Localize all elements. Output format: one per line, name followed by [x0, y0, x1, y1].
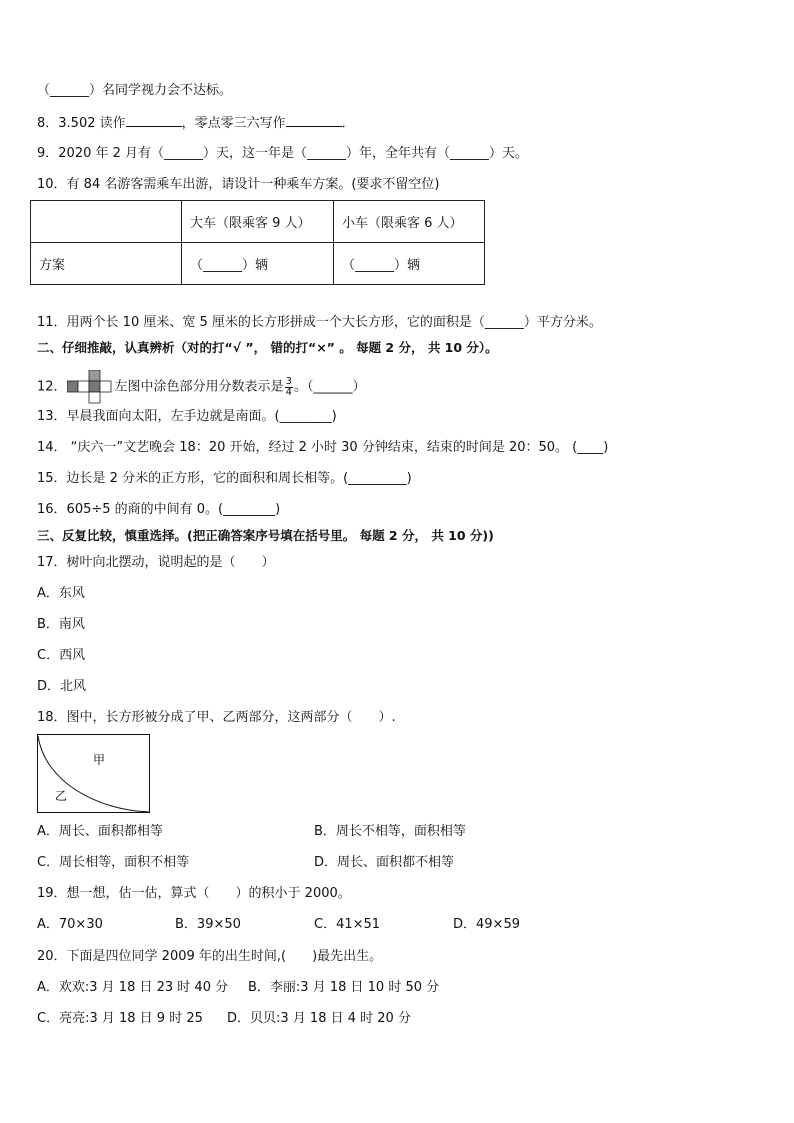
- q17-option-a[interactable]: A．东风: [37, 586, 85, 601]
- fraction-denominator: 4: [285, 386, 292, 398]
- fraction-grid-icon: [67, 370, 113, 404]
- q19-option-b[interactable]: B．39×50: [175, 917, 241, 932]
- label-yi: 乙: [55, 789, 68, 803]
- question-11: 11．用两个长 10 厘米、宽 5 厘米的长方形拼成一个大长方形，它的面积是（______）平方分米。: [37, 315, 602, 330]
- table-header-large-bus: 大车（限乘客 9 人）: [182, 201, 334, 243]
- q8-blank-2[interactable]: [286, 114, 342, 127]
- q12-answer: 。（______）: [293, 379, 366, 395]
- table-header-empty: [31, 201, 182, 243]
- q18-option-d[interactable]: D．周长、面积都不相等: [314, 855, 455, 870]
- fraction-numerator: 3: [285, 375, 292, 387]
- q17-option-c[interactable]: C．西风: [37, 648, 86, 663]
- fraction-3-4: [285, 377, 293, 398]
- question-18: 18．图中，长方形被分成了甲、乙两部分，这两部分（ ）.: [37, 710, 396, 725]
- q19-option-c[interactable]: C．41×51: [314, 917, 381, 932]
- q8-text-b: ，零点零三六写作: [181, 116, 286, 131]
- question-8: [37, 114, 355, 133]
- q18-option-a[interactable]: A．周长、面积都相等: [37, 824, 163, 839]
- q12-number: 12．: [37, 379, 67, 395]
- table-header-small-bus: 小车（限乘客 6 人）: [334, 201, 485, 243]
- q8-blank-1[interactable]: [126, 114, 182, 127]
- q12-text: 左图中涂色部分用分数表示是: [114, 379, 284, 395]
- question-12: [37, 370, 365, 404]
- q18-option-b[interactable]: B．周长不相等，面积相等: [314, 824, 466, 839]
- q19-option-d[interactable]: D．49×59: [453, 917, 520, 932]
- q7-tail-text: （______）名同学视力会不达标。: [37, 83, 233, 98]
- question-13: 13．早晨我面向太阳，左手边就是南面。(________): [37, 409, 337, 424]
- table-cell-plan-label: 方案: [31, 243, 182, 285]
- question-9: 9．2020 年 2 月有（______）天，这一年是（______）年，全年共有（______）天。: [37, 146, 529, 161]
- table-cell-large-count[interactable]: （______）辆: [182, 243, 334, 285]
- q20-option-d[interactable]: D．贝贝:3 月 18 日 4 时 20 分: [227, 1011, 411, 1026]
- q8-text-a: 8．3.502 读作: [37, 116, 126, 131]
- table-row: [31, 201, 485, 243]
- question-20: 20．下面是四位同学 2009 年的出生时间,( )最先出生。: [37, 949, 383, 964]
- question-16: 16．605÷5 的商的中间有 0。(________): [37, 502, 281, 517]
- label-jia: 甲: [93, 753, 106, 767]
- section-2-heading: 二、仔细推敲，认真辨析（对的打“√ ”， 错的打“×” 。 每题 2 分， 共 10 分）。: [37, 340, 498, 355]
- q10-plan-table: [30, 200, 485, 285]
- table-row: [31, 243, 485, 285]
- q17-option-b[interactable]: B．南风: [37, 617, 85, 632]
- q18-option-c[interactable]: C．周长相等，面积不相等: [37, 855, 190, 870]
- q19-option-a[interactable]: A．70×30: [37, 917, 103, 932]
- question-17: 17．树叶向北摆动，说明起的是（ ）: [37, 555, 275, 570]
- q8-text-c: ．: [341, 116, 355, 131]
- q17-option-d[interactable]: D．北风: [37, 679, 87, 694]
- question-19: 19．想一想，估一估，算式（ ）的积小于 2000。: [37, 886, 351, 901]
- question-15: 15．边长是 2 分米的正方形，它的面积和周长相等。(_________): [37, 471, 412, 486]
- q20-option-c[interactable]: C．亮亮:3 月 18 日 9 时 25: [37, 1011, 203, 1026]
- q20-option-a[interactable]: A．欢欢:3 月 18 日 23 时 40 分: [37, 980, 229, 995]
- question-10: 10．有 84 名游客需乘车出游，请设计一种乘车方案。(要求不留空位): [37, 177, 440, 192]
- q20-option-b[interactable]: B．李丽:3 月 18 日 10 时 50 分: [248, 980, 440, 995]
- question-14: 14． “庆六一”文艺晚会 18：20 开始，经过 2 小时 30 分钟结束，结束的时间是 20：50。 (____): [37, 440, 609, 455]
- section-3-heading: 三、反复比较，慎重选择。(把正确答案序号填在括号里。 每题 2 分， 共 10 分)): [37, 528, 494, 543]
- table-cell-small-count[interactable]: （______）辆: [334, 243, 485, 285]
- rectangle-figure: [37, 734, 151, 814]
